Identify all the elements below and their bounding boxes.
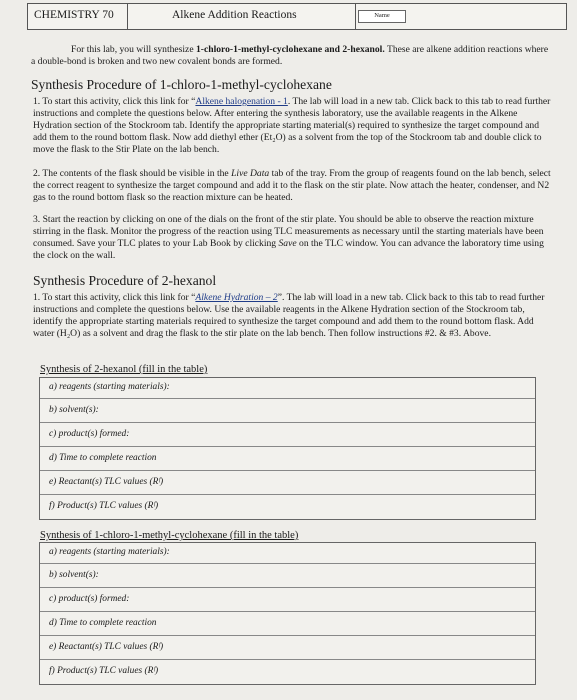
table2 [39,542,536,685]
row-label: c) product(s) formed: [49,593,130,604]
s2-step1-text: 1. To start this activity, click this link for “ [33,292,196,303]
section1-step1 [33,96,553,156]
table-row[interactable] [40,495,535,519]
alkene-hydration-link[interactable]: Alkene Hydration – 2 [195,292,278,303]
s2-step1-text-cont: ”. The lab will load in a new tab. Click back to this tab to read further instructions and complete the questions below. Use the available reagents in the Alkene Hydration section of the Stockroom tab, identify the appropriate starting materials required to synthesize the target compound and add them to the round bottom flask. Add water (H₂O) as a solvent and drag the flask to the stir plate on the lab bench. Then follow instructions #2. & #3. Above. [33,292,545,339]
table-row[interactable] [40,636,535,660]
table-row[interactable] [40,612,535,636]
name-field[interactable]: Name [358,10,406,23]
live-data-emphasis: Live Data [231,168,270,179]
step3-text: 3. Start the reaction by clicking on one of the dials on the front of the stir plate. You should be able to observe the reaction mixture stirring in the flask. Monitor the progress of the reaction using TLC measurements as necessary until the starting materials have been consumed. Save your TLC plates to your Lab Book by clicking [33,214,544,249]
course-label: CHEMISTRY 70 [28,4,128,29]
table1-title: Synthesis of 2-hexanol (fill in the table) [40,364,208,375]
table-row[interactable] [40,588,535,612]
step3-text-cont: on the TLC window. You can advance the laboratory time using the clock on the wall. [33,238,544,261]
table-row[interactable] [40,471,535,495]
table-row[interactable] [40,378,535,399]
table-row[interactable] [40,564,535,588]
row-label: e) Reactant(s) TLC values (Rᶠ) [49,476,164,487]
table-row[interactable] [40,447,535,471]
header-table [27,3,567,30]
section2-step1 [33,292,555,340]
worksheet-title: Alkene Addition Reactions [128,4,356,29]
step2-text-cont: tab of the tray. From the group of reagents found on the lab bench, select the correct reagent to synthesize the target compound and add it to the flask on the stir plate. Now attach the heater, condenser, and N2 gas to the round bottom flask so the reaction mixture can be heated. [33,168,551,203]
table-row[interactable] [40,660,535,684]
table-row[interactable] [40,423,535,447]
table-row[interactable] [40,399,535,423]
compound-name-1: 1-chloro-1-methyl-cyclohexane [195,44,323,55]
row-label: b) solvent(s): [49,404,99,415]
compound-name-2: 2-hexanol. [342,44,385,55]
step2-text: 2. The contents of the flask should be visible in the [33,168,232,179]
section2-heading: Synthesis Procedure of 2-hexanol [33,273,217,288]
intro-paragraph [31,44,551,68]
row-label: b) solvent(s): [49,569,99,580]
section1-heading: Synthesis Procedure of 1-chloro-1-methyl-cyclohexane [31,77,332,92]
alkene-halogenation-link[interactable]: Alkene halogenation - 1 [195,96,288,107]
table2-title: Synthesis of 1-chloro-1-methyl-cyclohexane (fill in the table) [40,530,299,541]
save-emphasis: Save [278,238,297,249]
intro-text-1: For this lab, you will synthesize [71,44,196,55]
intro-text-3: These are alkene addition reactions where a double-bond is broken and two new covalent bonds are formed. [31,44,549,67]
row-label: f) Product(s) TLC values (Rᶠ) [49,665,159,676]
table1 [39,377,536,520]
row-label: d) Time to complete reaction [49,452,157,463]
intro-text-2: and [322,44,343,55]
row-label: e) Reactant(s) TLC values (Rᶠ) [49,641,164,652]
step1-text: 1. To start this activity, click this link for “ [33,96,196,107]
row-label: d) Time to complete reaction [49,617,157,628]
name-cell [356,4,566,29]
row-label: f) Product(s) TLC values (Rᶠ) [49,500,159,511]
row-label: a) reagents (starting materials): [49,382,170,392]
table-row[interactable] [40,543,535,564]
row-label: c) product(s) formed: [49,428,130,439]
section1-step2 [33,168,553,204]
step1-text-cont: . The lab will load in a new tab. Click back to this tab to read further instructions and complete the questions below. After entering the synthesis laboratory, use the available reagents in the Alkene Hydration section of the Stockroom tab. Identify the appropriate starting material(s) required to synthesize the target compound and add them to the round bottom flask. Now add diethyl ether (Et₂O) as a solvent from the top of the Stockroom tab and double click to move the flask to the Stir Plate on the lab bench. [33,96,551,155]
row-label: a) reagents (starting materials): [49,547,170,557]
section1-step3 [33,214,553,262]
